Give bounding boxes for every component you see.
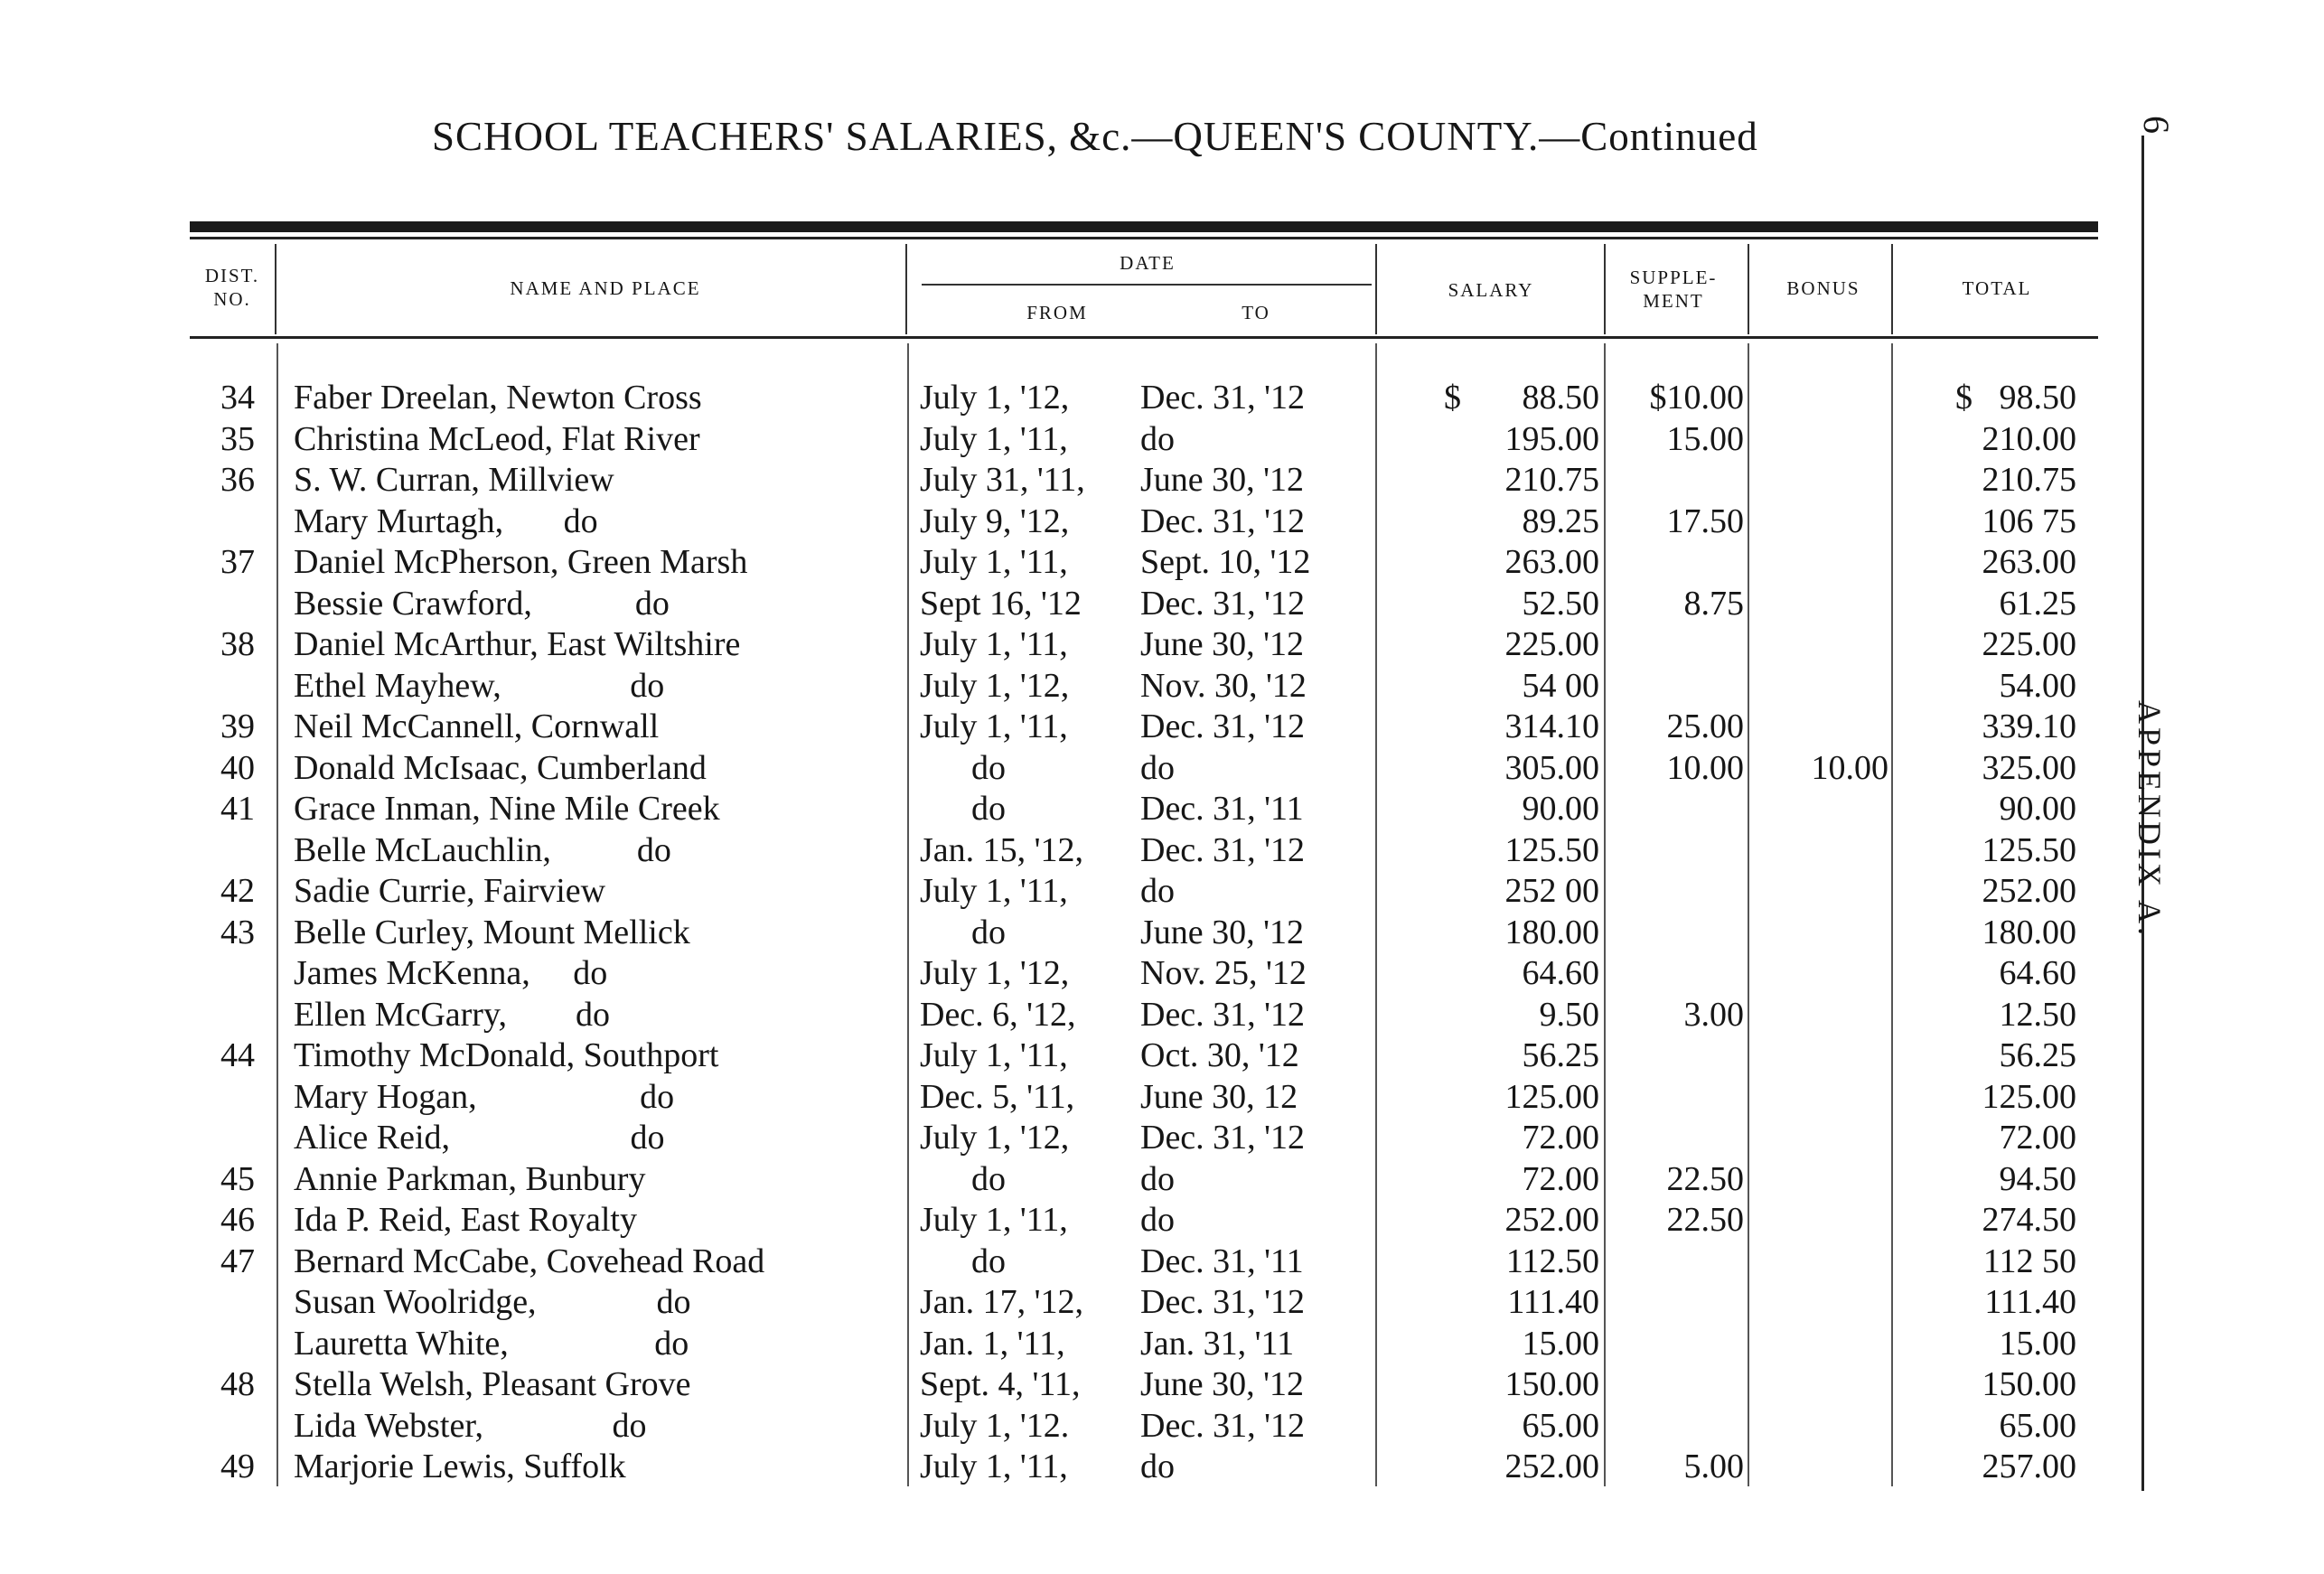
supplement-cell: 5.00 <box>1683 1448 1744 1485</box>
table-row <box>0 748 2169 789</box>
date-from-cell: Sept 16, '12 <box>920 584 1082 623</box>
name-place-cell: Timothy McDonald, Southport <box>294 1036 719 1074</box>
date-to-cell: Dec. 31, '12 <box>1140 1119 1306 1157</box>
total-cell: 98.50 <box>1999 379 2076 417</box>
salary-cell: 89.25 <box>1522 501 1599 540</box>
salary-cell: 125.50 <box>1504 830 1599 869</box>
supplement-cell: 22.50 <box>1666 1159 1744 1198</box>
name-place-cell: Susan Woolridge, do <box>294 1283 691 1321</box>
date-to-cell: do <box>1140 1448 1175 1485</box>
name-place-cell: Bernard McCabe, Covehead Road <box>294 1241 765 1280</box>
salary-cell: 52.50 <box>1522 584 1599 623</box>
dist-no-cell: 34 <box>220 379 255 417</box>
date-from-cell: July 1, '11, <box>920 872 1068 910</box>
table-row <box>0 584 2169 624</box>
total-cell: 61.25 <box>1999 584 2076 623</box>
date-to-cell: Dec. 31, '12 <box>1140 379 1306 417</box>
header-bonus: BONUS <box>1786 277 1860 299</box>
date-from-cell: July 1, '12, <box>920 379 1070 417</box>
date-from-cell: July 31, '11, <box>920 461 1085 499</box>
dist-no-cell: 40 <box>220 748 255 787</box>
table-row <box>0 1324 2169 1364</box>
dist-no-cell: 44 <box>220 1036 255 1074</box>
supplement-cell: 15.00 <box>1666 419 1744 458</box>
header-divider <box>905 244 907 334</box>
salary-cell: 210.75 <box>1504 461 1599 499</box>
name-place-cell: Daniel McArthur, East Wiltshire <box>294 625 741 663</box>
salary-cell: 56.25 <box>1522 1036 1599 1074</box>
date-to-cell: June 30, '12 <box>1140 913 1305 951</box>
name-place-cell: Grace Inman, Nine Mile Creek <box>294 790 720 828</box>
dist-no-cell: 48 <box>220 1365 255 1403</box>
total-cell: 210.00 <box>1982 419 2076 458</box>
total-cell: 257.00 <box>1982 1448 2076 1485</box>
header-divider <box>1604 244 1606 334</box>
date-to-cell: do <box>1140 419 1175 458</box>
date-from-cell: do <box>920 1159 1006 1198</box>
date-from-cell: Jan. 15, '12, <box>920 830 1084 869</box>
supplement-cell: 25.00 <box>1666 707 1744 745</box>
name-place-cell: Bessie Crawford, do <box>294 584 670 623</box>
total-dollar-sign: $ <box>1955 379 1973 417</box>
total-cell: 180.00 <box>1982 913 2076 951</box>
header-supplement: SUPPLE- MENT <box>1629 267 1718 312</box>
header-name-place: NAME AND PLACE <box>510 277 701 299</box>
name-place-cell: Belle Curley, Mount Mellick <box>294 913 690 951</box>
date-from-cell: July 1, '11, <box>920 707 1068 745</box>
total-cell: 225.00 <box>1982 625 2076 663</box>
total-cell: 274.50 <box>1982 1201 2076 1239</box>
table-row <box>0 460 2169 501</box>
date-from-cell: do <box>920 748 1006 787</box>
name-place-cell: Lauretta White, do <box>294 1324 689 1363</box>
supplement-cell: 10.00 <box>1666 748 1744 787</box>
date-from-cell: Dec. 5, '11, <box>920 1077 1075 1116</box>
date-from-cell: July 1, '12. <box>920 1406 1070 1445</box>
table-row <box>0 1077 2169 1118</box>
table-row <box>0 666 2169 707</box>
name-place-cell: Annie Parkman, Bunbury <box>294 1159 646 1198</box>
salary-cell: 225.00 <box>1504 625 1599 663</box>
header-salary: SALARY <box>1448 279 1534 301</box>
date-to-cell: Dec. 31, '12 <box>1140 995 1306 1034</box>
date-to-cell: June 30, '12 <box>1140 1365 1305 1403</box>
date-to-cell: Dec. 31, '11 <box>1140 790 1304 828</box>
date-from-cell: Dec. 6, '12, <box>920 995 1076 1034</box>
name-place-cell: Mary Hogan, do <box>294 1077 675 1116</box>
name-place-cell: Stella Welsh, Pleasant Grove <box>294 1365 691 1403</box>
header-bottom-rule <box>190 336 2098 339</box>
header-dist-no: DIST. NO. <box>204 265 260 310</box>
total-cell: 56.25 <box>1999 1036 2076 1074</box>
header-total: TOTAL <box>1962 277 2032 299</box>
dist-no-cell: 47 <box>220 1241 255 1280</box>
total-cell: 90.00 <box>1999 790 2076 828</box>
table-row <box>0 378 2169 418</box>
supplement-cell: 17.50 <box>1666 501 1744 540</box>
total-cell: 339.10 <box>1982 707 2076 745</box>
total-cell: 125.00 <box>1982 1077 2076 1116</box>
table-row <box>0 1035 2169 1076</box>
date-from-cell: July 1, '11, <box>920 543 1068 581</box>
name-place-cell: Alice Reid, do <box>294 1119 665 1157</box>
name-place-cell: Ida P. Reid, East Royalty <box>294 1201 637 1239</box>
salary-cell: 195.00 <box>1504 419 1599 458</box>
total-cell: 12.50 <box>1999 995 2076 1034</box>
supplement-cell: $10.00 <box>1649 379 1744 417</box>
salary-cell: 252 00 <box>1504 872 1599 910</box>
dist-no-cell: 45 <box>220 1159 255 1198</box>
date-to-cell: Dec. 31, '12 <box>1140 1283 1306 1321</box>
salary-cell: 90.00 <box>1522 790 1599 828</box>
header-divider <box>1748 244 1749 334</box>
date-to-cell: June 30, '12 <box>1140 461 1305 499</box>
total-cell: 64.60 <box>1999 954 2076 992</box>
table-row <box>0 624 2169 665</box>
bonus-cell: 10.00 <box>1811 748 1888 787</box>
salary-cell: 112.50 <box>1505 1241 1599 1280</box>
dist-no-cell: 37 <box>220 543 255 581</box>
salary-cell: 125.00 <box>1504 1077 1599 1116</box>
dist-no-cell: 36 <box>220 461 255 499</box>
date-from-cell: July 1, '11, <box>920 1036 1068 1074</box>
date-from-cell: July 1, '12, <box>920 666 1070 705</box>
dist-no-cell: 41 <box>220 790 255 828</box>
date-to-cell: June 30, 12 <box>1140 1077 1298 1116</box>
date-to-cell: Dec. 31, '12 <box>1140 830 1306 869</box>
table-row <box>0 913 2169 953</box>
total-cell: 54.00 <box>1999 666 2076 705</box>
salary-cell: 65.00 <box>1522 1406 1599 1445</box>
name-place-cell: Ellen McGarry, do <box>294 995 610 1034</box>
name-place-cell: Lida Webster, do <box>294 1406 647 1445</box>
total-cell: 106 75 <box>1982 501 2076 540</box>
page-title: SCHOOL TEACHERS' SALARIES, &c.—QUEEN'S COUNTY.—Continued <box>432 114 1758 159</box>
date-to-cell: do <box>1140 872 1175 910</box>
name-place-cell: Faber Dreelan, Newton Cross <box>294 379 702 417</box>
total-cell: 72.00 <box>1999 1119 2076 1157</box>
header-divider <box>1891 244 1893 334</box>
header-top-rule <box>190 221 2098 232</box>
total-cell: 263.00 <box>1982 543 2076 581</box>
total-cell: 325.00 <box>1982 748 2076 787</box>
date-from-cell: July 1, '11, <box>920 1201 1068 1239</box>
date-from-cell: July 1, '11, <box>920 419 1068 458</box>
date-to-cell: do <box>1140 748 1175 787</box>
date-to-cell: Sept. 10, '12 <box>1140 543 1311 581</box>
date-from-cell: July 1, '11, <box>920 1448 1068 1485</box>
table-row <box>0 1364 2169 1405</box>
total-cell: 94.50 <box>1999 1159 2076 1198</box>
name-place-cell: Marjorie Lewis, Suffolk <box>294 1448 626 1485</box>
total-cell: 112 50 <box>1982 1241 2076 1280</box>
table-row <box>0 1241 2169 1282</box>
salary-cell: 72.00 <box>1522 1159 1599 1198</box>
date-from-cell: Jan. 17, '12, <box>920 1283 1084 1321</box>
date-to-cell: do <box>1140 1159 1175 1198</box>
table-row <box>0 1447 2169 1487</box>
dist-no-cell: 38 <box>220 625 255 663</box>
table-row <box>0 1200 2169 1241</box>
table-row <box>0 419 2169 460</box>
date-from-cell: Sept. 4, '11, <box>920 1365 1081 1403</box>
name-place-cell: Belle McLauchlin, do <box>294 830 671 869</box>
appendix-label: APPENDIX A. <box>2132 700 2168 940</box>
date-to-cell: Jan. 31, '11 <box>1140 1324 1295 1363</box>
name-place-cell: Neil McCannell, Cornwall <box>294 707 660 745</box>
supplement-cell: 8.75 <box>1683 584 1744 623</box>
table-row <box>0 830 2169 871</box>
table-row <box>0 1159 2169 1200</box>
name-place-cell: Donald McIsaac, Cumberland <box>294 748 707 787</box>
name-place-cell: Ethel Mayhew, do <box>294 666 665 705</box>
total-cell: 111.40 <box>1984 1283 2076 1321</box>
table-row <box>0 707 2169 747</box>
name-place-cell: James McKenna, do <box>294 954 608 992</box>
header-divider <box>275 244 276 334</box>
table-row <box>0 871 2169 912</box>
table-row <box>0 1406 2169 1447</box>
date-from-cell: Jan. 1, '11, <box>920 1324 1065 1363</box>
date-to-cell: Dec. 31, '12 <box>1140 501 1306 540</box>
total-cell: 210.75 <box>1982 461 2076 499</box>
salary-cell: 252.00 <box>1504 1201 1599 1239</box>
header-to: TO <box>1242 302 1270 323</box>
salary-cell: 15.00 <box>1522 1324 1599 1363</box>
date-from-cell: do <box>920 1241 1006 1280</box>
salary-cell: 314.10 <box>1504 707 1599 745</box>
salary-cell: 263.00 <box>1504 543 1599 581</box>
date-from-cell: do <box>920 790 1006 828</box>
date-to-cell: Nov. 30, '12 <box>1140 666 1307 705</box>
table-row <box>0 953 2169 994</box>
salary-cell: 111.40 <box>1507 1283 1599 1321</box>
table-row <box>0 542 2169 583</box>
salary-dollar-sign: $ <box>1444 379 1461 417</box>
total-cell: 65.00 <box>1999 1406 2076 1445</box>
supplement-cell: 22.50 <box>1666 1201 1744 1239</box>
salary-cell: 88.50 <box>1522 379 1599 417</box>
salary-cell: 305.00 <box>1504 748 1599 787</box>
total-cell: 125.50 <box>1982 830 2076 869</box>
table-row <box>0 995 2169 1035</box>
total-cell: 252.00 <box>1982 872 2076 910</box>
header-top-thin-rule <box>190 237 2098 239</box>
table-row <box>0 1282 2169 1323</box>
salary-cell: 180.00 <box>1504 913 1599 951</box>
date-from-cell: July 1, '12, <box>920 954 1070 992</box>
dist-no-cell: 46 <box>220 1201 255 1239</box>
supplement-cell: 3.00 <box>1683 995 1744 1034</box>
dist-no-cell: 49 <box>220 1448 255 1485</box>
salary-cell: 54 00 <box>1522 666 1599 705</box>
total-cell: 15.00 <box>1999 1324 2076 1363</box>
dist-no-cell: 42 <box>220 872 255 910</box>
date-from-cell: July 1, '11, <box>920 625 1068 663</box>
date-to-cell: June 30, '12 <box>1140 625 1305 663</box>
salary-cell: 150.00 <box>1504 1365 1599 1403</box>
total-cell: 150.00 <box>1982 1365 2076 1403</box>
name-place-cell: Sadie Currie, Fairview <box>294 872 606 910</box>
salary-cell: 252.00 <box>1504 1448 1599 1485</box>
date-to-cell: Oct. 30, '12 <box>1140 1036 1299 1074</box>
dist-no-cell: 35 <box>220 419 255 458</box>
salary-cell: 64.60 <box>1522 954 1599 992</box>
table-row <box>0 789 2169 829</box>
name-place-cell: Mary Murtagh, do <box>294 501 598 540</box>
header-divider <box>1375 244 1377 334</box>
name-place-cell: S. W. Curran, Millview <box>294 461 614 499</box>
header-date: DATE <box>1120 252 1176 274</box>
name-place-cell: Christina McLeod, Flat River <box>294 419 700 458</box>
date-to-cell: Dec. 31, '12 <box>1140 1406 1306 1445</box>
date-to-cell: Nov. 25, '12 <box>1140 954 1307 992</box>
dist-no-cell: 43 <box>220 913 255 951</box>
table-row <box>0 501 2169 542</box>
date-from-cell: July 1, '12, <box>920 1119 1070 1157</box>
date-to-cell: Dec. 31, '12 <box>1140 584 1306 623</box>
date-to-cell: do <box>1140 1201 1175 1239</box>
header-from: FROM <box>1026 302 1088 323</box>
dist-no-cell: 39 <box>220 707 255 745</box>
name-place-cell: Daniel McPherson, Green Marsh <box>294 543 748 581</box>
date-to-cell: Dec. 31, '11 <box>1140 1241 1304 1280</box>
header-date-rule <box>922 284 1372 286</box>
date-from-cell: July 9, '12, <box>920 501 1070 540</box>
salary-cell: 72.00 <box>1522 1119 1599 1157</box>
page-number: 6 <box>2136 116 2177 134</box>
table-row <box>0 1118 2169 1158</box>
date-to-cell: Dec. 31, '12 <box>1140 707 1306 745</box>
date-from-cell: do <box>920 913 1006 951</box>
salary-cell: 9.50 <box>1539 995 1599 1034</box>
